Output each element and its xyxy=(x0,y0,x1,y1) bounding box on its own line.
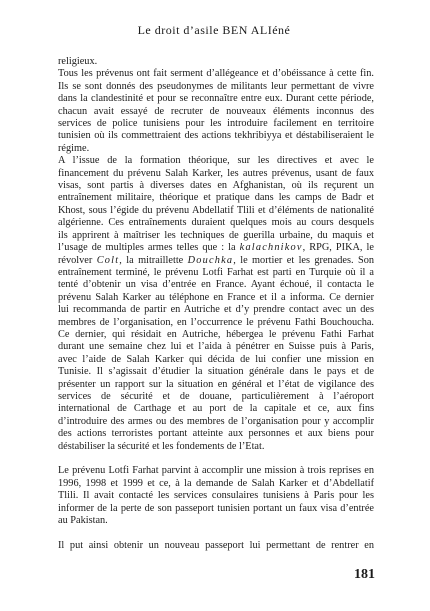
text-line: durant une semaine chez lui et l’aida à pénétrer en Suisse puis à Paris, xyxy=(58,341,374,353)
text-line xyxy=(58,255,374,267)
text-segment: , le mortier et les grenades. Son xyxy=(233,254,375,266)
text-line: avec l’aide de Salah Karker qui décida de lui confier une mission en xyxy=(58,353,374,365)
text-line: dans la clandestinité et pour se reconnaître entre eux. Durant cette période, xyxy=(58,93,374,105)
text-line: Ce dernier, qui résidait en Autriche, hébergea le prévenu Fathi Farhat xyxy=(58,328,374,340)
text-line: membres de l’organisation, en l’occurrence le prévenu Fathi Bouchoucha. xyxy=(58,316,374,328)
text-line: déstabiliser la sécurité et les fondements de l’Etat. xyxy=(58,440,265,452)
text-line: international de Carthage et au port de la capitale et ce, aux fins xyxy=(58,403,374,415)
text-segment: révolver xyxy=(58,254,97,266)
text-line: entraînement terminé, le prévenu Lotfi Farhat est parti en Turquie où il a xyxy=(58,266,374,278)
text-line: présenter un rapport sur la situation en général et l’état de vigilance des xyxy=(58,378,374,390)
text-line: entraînement militaire, théorique et pratique dans les camps de Badr et xyxy=(58,192,374,204)
text-line: des actions terroristes portant atteinte aux personnes et aux biens pour xyxy=(58,428,374,440)
text-line: services de police tunisiens pour les introduire facilement en territoire xyxy=(58,118,374,130)
text-line: Le prévenu Lotfi Farhat parvint à accomplir une mission à trois reprises en xyxy=(58,465,374,477)
paragraph xyxy=(58,540,374,552)
text-line: 1996, 1998 et 1999 et ce, à la demande de Salah Karker et d’Abdellatif xyxy=(58,477,374,489)
text-line: Ils se sont donnés des pseudonymes de militants leur permettant de vivre xyxy=(58,80,374,92)
emphasized-term: Colt xyxy=(96,254,120,266)
emphasized-term: kalachnikov xyxy=(239,242,303,254)
text-line: ils apprirent à maîtriser les techniques de guerilla urbaine, du maquis et xyxy=(58,229,374,241)
text-line: informer de la perte de son passeport tunisien portant un faux visa d’entrée xyxy=(58,502,374,514)
emphasized-term: Douchka xyxy=(187,254,234,266)
running-header: Le droit d’asile BEN ALIéné xyxy=(137,23,291,37)
text-line: lui recommanda de partir en Autriche et d’y prendre contact avec un des xyxy=(58,304,374,316)
text-line: tenté d’obtenir un visa d’entrée en France. Ayant échoué, il contacta le xyxy=(58,279,374,291)
text-line: Tlili. Il avait contacté les services consulaires tunisiens à Paris pour les xyxy=(58,490,374,502)
paragraph xyxy=(58,68,374,155)
paragraph xyxy=(58,56,374,68)
text-line: algérienne. Ces entraînements duraient quelques mois au cours desquels xyxy=(58,217,374,229)
text-segment: l’usage de multiples armes telles que : la xyxy=(58,242,240,254)
text-line: A l’issue de la formation théorique, sur les directives et avec le xyxy=(58,155,374,167)
text-line: régime. xyxy=(58,142,90,154)
text-line xyxy=(58,242,374,254)
text-line: tunisien où ils commettraient des actions tekhribiyya et déstabiliseraient le xyxy=(58,130,374,142)
text-line: religieux. xyxy=(58,56,98,67)
text-line: Tous les prévenus ont fait serment d’allégeance et d’obéissance à cette fin. xyxy=(58,68,374,80)
page-number: 181 xyxy=(354,567,375,582)
paragraph xyxy=(58,155,374,453)
text-line: d’introduire des armes ou des membres de l’organisation pour y accomplir xyxy=(58,415,374,427)
text-line: Il put ainsi obtenir un nouveau passeport lui permettant de rentrer en xyxy=(58,539,374,551)
text-line: services de sécurité et de douane, particulièrement à l’aéroport xyxy=(58,390,374,402)
text-line: au Pakistan. xyxy=(58,515,108,527)
text-segment: , la mitraillette xyxy=(119,254,188,266)
body-text xyxy=(58,56,374,552)
text-line: Khost, sous l’égide du prévenu Abdellatif Tlili et d’éléments de nationalité xyxy=(58,204,374,216)
paragraph xyxy=(58,465,374,527)
text-segment: , RPG, PIKA, le xyxy=(302,242,374,254)
text-line: financement du prévenu Salah Karker, les autres prévenus, usant de faux xyxy=(58,167,374,179)
text-line: chacun avait essayé de recruter de nouveaux éléments inconnus des xyxy=(58,105,374,117)
text-line: Tunisie. Il s’agissait d’étudier la situation générale dans le pays et de xyxy=(58,366,374,378)
text-line: visas, sont partis à diverses dates en Afghanistan, où ils reçurent un xyxy=(58,180,374,192)
text-line: prévenu Salah Karker au téléphone en France et il a informa. Ce dernier xyxy=(58,291,374,303)
